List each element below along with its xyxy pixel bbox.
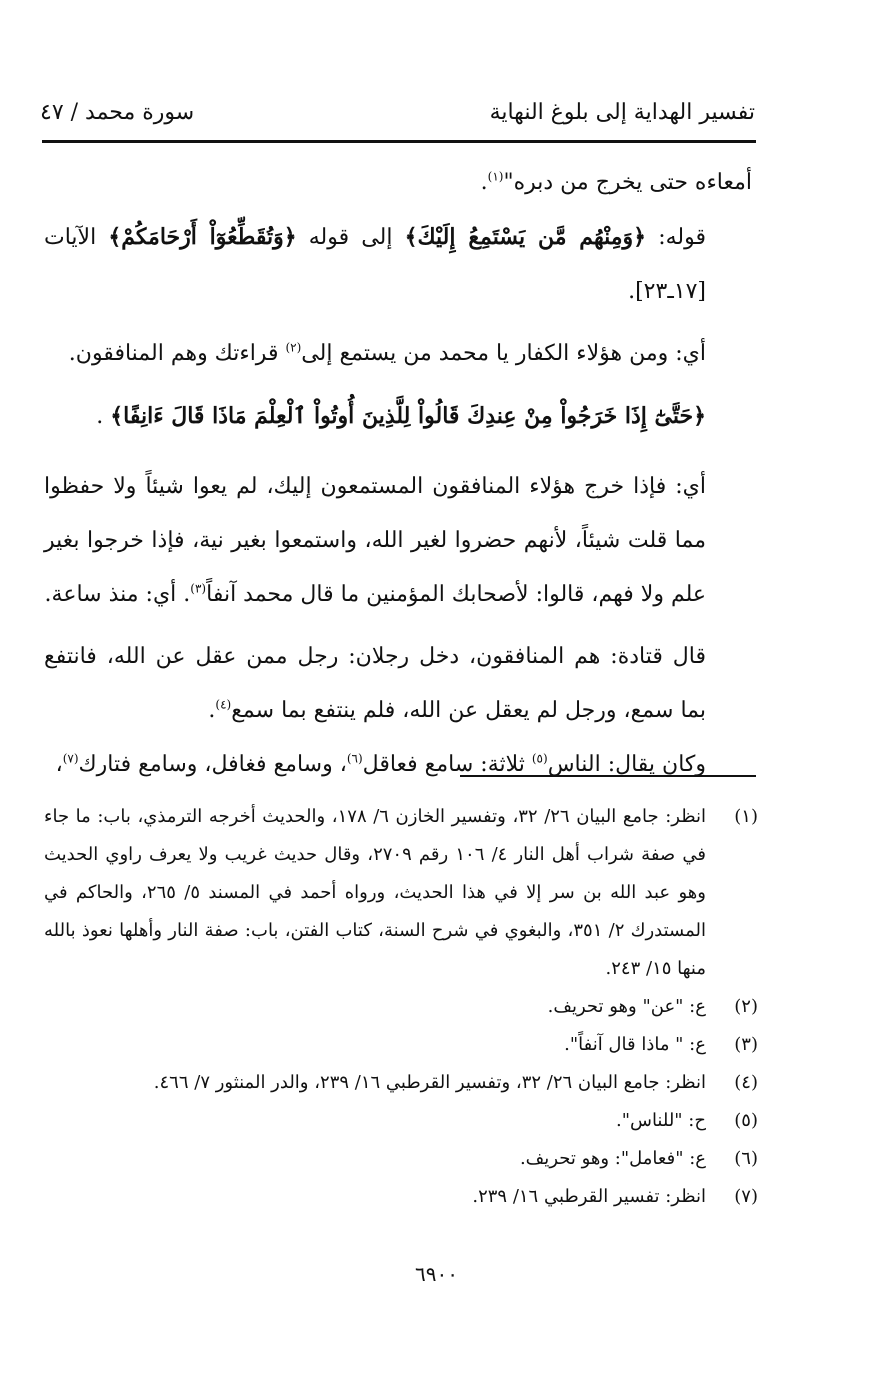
footnote-separator bbox=[460, 775, 756, 777]
footnote-text: انظر: تفسير القرطبي ١٦/ ٢٣٩. bbox=[472, 1186, 706, 1207]
footnote-text: ع: "عن" وهو تحريف. bbox=[547, 996, 706, 1017]
paragraph-4: ﴿حَتَّىٰٓ إِذَا خَرَجُواْ مِنْ عِندِكَ قَالُواْ لِلَّذِينَ أُوتُواْ ٱلْعِلْمَ مَاذَا قَالَ ءَانِفًا﴾ . bbox=[96, 403, 706, 429]
footnote-text: ع: " ماذا قال آنفاً". bbox=[564, 1034, 706, 1055]
paragraph-1: أمعاءه حتى يخرج من دبره"$^{(١)}$. bbox=[480, 169, 752, 195]
footnote-number: (٣) bbox=[734, 1034, 758, 1055]
footnote-text: ع: "فعامل": وهو تحريف. bbox=[519, 1148, 706, 1169]
quran-verse-3: ﴿حَتَّىٰٓ إِذَا خَرَجُواْ مِنْ عِندِكَ قَالُواْ لِلَّذِينَ أُوتُواْ ٱلْعِلْمَ مَاذَا قَالَ ءَانِفًا﴾ bbox=[110, 403, 706, 429]
footnote-text: انظر: جامع البيان ٢٦/ ٣٢، وتفسير القرطبي ١٦/ ٢٣٩، والدر المنثور ٧/ ٤٦٦. bbox=[153, 1072, 706, 1093]
footnote-number: (٦) bbox=[734, 1148, 758, 1169]
paragraph-3: أي: ومن هؤلاء الكفار يا محمد من يستمع إلى$^{(٢)}$ قراءتك وهم المنافقون. bbox=[68, 340, 706, 366]
footnote-number: (٧) bbox=[734, 1186, 758, 1207]
footnote-ref-3: (٣) bbox=[190, 581, 207, 596]
footnote-item bbox=[44, 988, 758, 1026]
main-text bbox=[44, 156, 752, 792]
footnote-number: (١) bbox=[734, 806, 758, 827]
footnote-ref-1: (١) bbox=[487, 169, 504, 184]
footnote-item bbox=[44, 1026, 758, 1064]
footnote-ref-6: (٦) bbox=[346, 751, 363, 766]
book-title: تفسير الهداية إلى بلوغ النهاية bbox=[489, 99, 755, 125]
footnote-item bbox=[44, 1140, 758, 1178]
footnote-ref-5: (٥) bbox=[531, 751, 548, 766]
footnote-number: (٢) bbox=[734, 996, 758, 1017]
paragraph-7: وكان يقال: الناس$^{(٥)}$ ثلاثة: سامع فعاقل$^{(٦)}$، وسامع فغافل، وسامع فتارك$^{(٧)}$، bbox=[55, 751, 706, 777]
footnote-item bbox=[44, 1102, 758, 1140]
page-number: ٦٩٠٠ bbox=[415, 1262, 458, 1286]
footnote-ref-2: (٢) bbox=[285, 340, 302, 355]
paragraph-2: قوله: ﴿وَمِنْهُم مَّن يَسْتَمِعُ إِلَيْكَ﴾ إلى قوله ﴿وَتُقَطِّعُوٓاْ أَرْحَامَكُمْ﴾ الآيات [١٧ـ٢٣]. bbox=[44, 224, 706, 304]
surah-reference: سورة محمد / ٤٧ bbox=[40, 99, 195, 125]
quran-verse-1: ﴿وَمِنْهُم مَّن يَسْتَمِعُ إِلَيْكَ﴾ bbox=[404, 224, 647, 250]
footnote-item bbox=[44, 1178, 758, 1216]
footnote-ref-4: (٤) bbox=[215, 697, 232, 712]
footnote-item bbox=[44, 798, 758, 988]
header-rule bbox=[42, 140, 756, 143]
paragraph-6: قال قتادة: هم المنافقون، دخل رجلان: رجل ممن عقل عن الله، فانتفع بما سمع، ورجل لم يعقل عن الله، فلم ينتفع بما سمع$^{(٤)}$. bbox=[44, 644, 706, 723]
quran-verse-2: ﴿وَتُقَطِّعُوٓاْ أَرْحَامَكُمْ﴾ bbox=[108, 224, 297, 250]
footnote-number: (٥) bbox=[734, 1110, 758, 1131]
footnote-number: (٤) bbox=[734, 1072, 758, 1093]
footnote-ref-7: (٧) bbox=[62, 751, 79, 766]
paragraph-5: أي: فإذا خرج هؤلاء المنافقون المستمعون إليك، لم يعوا شيئاً ولا حفظوا مما قلت شيئاً، لأنهم حضروا لغير الله، واستمعوا بغير نية، فإذا خرجوا بغير علم ولا فهم، قالوا: لأصحابك المؤمنين ما قال محمد آنفاً$^{(٣)}$. أي: منذ ساعة. bbox=[44, 474, 706, 607]
footnote-text: ح: "للناس". bbox=[615, 1110, 706, 1131]
footnote-text: انظر: جامع البيان ٢٦/ ٣٢، وتفسير الخازن ٦/ ١٧٨، والحديث أخرجه الترمذي، باب: ما جاء في صفة شراب أهل النار ٤/ ١٠٦ رقم ٢٧٠٩، وقال حديث غريب ولا يعرف راوي الحديث وهو عبد الله بن سر إلا في هذا الحديث، ورواه أحمد في المسند ٥/ ٢٦٥، والحاكم في المستدرك ٢/ ٣٥١، والبغوي في شرح السنة، كتاب الفتن، باب: صفة النار وأهلها نعوذ بالله منها ١٥/ ٢٤٣. bbox=[44, 806, 707, 979]
running-header bbox=[40, 92, 755, 132]
footnote-item bbox=[44, 1064, 758, 1102]
footnotes bbox=[44, 798, 758, 1216]
